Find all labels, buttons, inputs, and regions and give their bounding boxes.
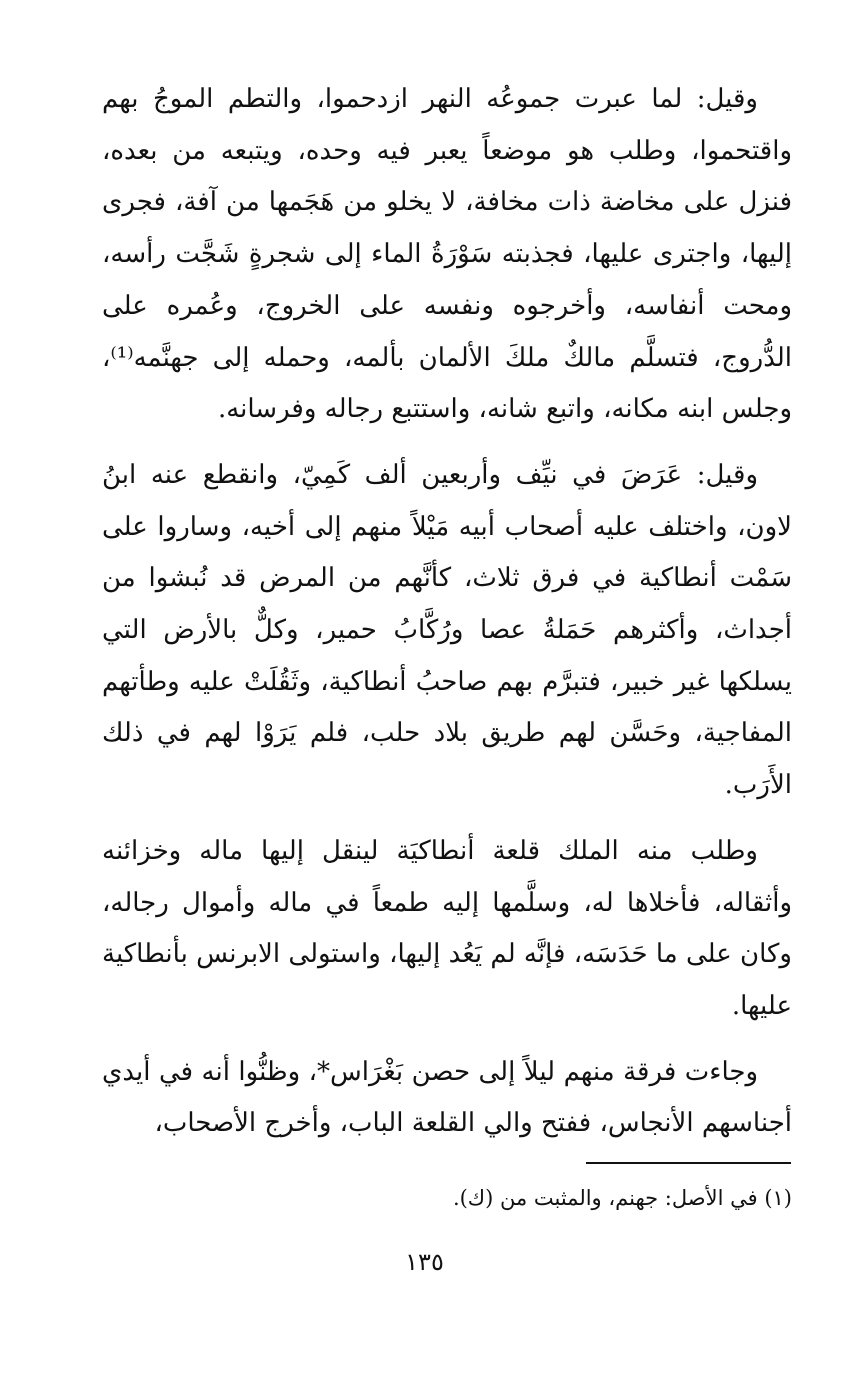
- footnote: (١) في الأصل: جهنم، والمثبت من (ك).: [452, 1186, 792, 1210]
- paragraph-2: وقيل: عَرَضَ في نيِّف وأربعين ألف كَمِيّ، وانقطع عنه ابنُ لاون، واختلف عليه أصحاب أبيه مَيْلاً منهم إلى أخيه، وساروا على سَمْت أنطاكية في فرق ثلاث، كأنَّهم من المرض قد نُبشوا من أجداث، وأكثرهم حَمَلةُ عصا ورُكَّابُ حمير، وكلٌّ بالأرض التي يسلكها غير خبير، فتبرَّم بهم صاحبُ أنطاكية، وثَقُلَتْ عليه وطأتهم المفاجية، وحَسَّن لهم طريق بلاد حلب، فلم يَرَوْا لهم في ذلك الأَرَب.: [102, 459, 792, 801]
- body-text: [102, 74, 792, 1164]
- paragraph-4: وجاءت فرقة منهم ليلاً إلى حصن بَغْرَاس*، وظنُّوا أنه في أيدي أجناسهم الأنجاس، ففتح والي القلعة الباب، وأخرج الأصحاب،: [102, 1056, 792, 1139]
- paragraph-3: وطلب منه الملك قلعة أنطاكيَة لينقل إليها ماله وخزائنه وأثقاله، فأخلاها له، وسلَّمها إليه طمعاً في ماله وأموال رجاله، وكان على ما حَدَسَه، فإنَّه لم يَعُد إليها، واستولى الابرنس بأنطاكية عليها.: [102, 835, 792, 1021]
- paragraph-1: وقيل: لما عبرت جموعُه النهر ازدحموا، والتطم الموجُ بهم واقتحموا، وطلب هو موضعاً يعبر فيه وحده، ويتبعه من بعده، فنزل على مخاضة ذات مخافة، لا يخلو من هَجَمها من آفة، فجرى إليها، واجترى عليها، فجذبته سَوْرَةُ الماء إلى شجرةٍ شَجَّت رأسه، ومحت أنفاسه، وأخرجوه ونفسه على الخروج، وعُمره على الدُّروج، فتسلَّم مالكٌ ملكَ الألمان بألمه، وحمله إلى جهنَّمه⁽¹⁾، وجلس ابنه مكانه، واتبع شانه، واستتبع رجاله وفرسانه.: [102, 84, 792, 425]
- footnote-divider: [586, 1162, 791, 1164]
- page-number: ١٣٥: [405, 1248, 444, 1276]
